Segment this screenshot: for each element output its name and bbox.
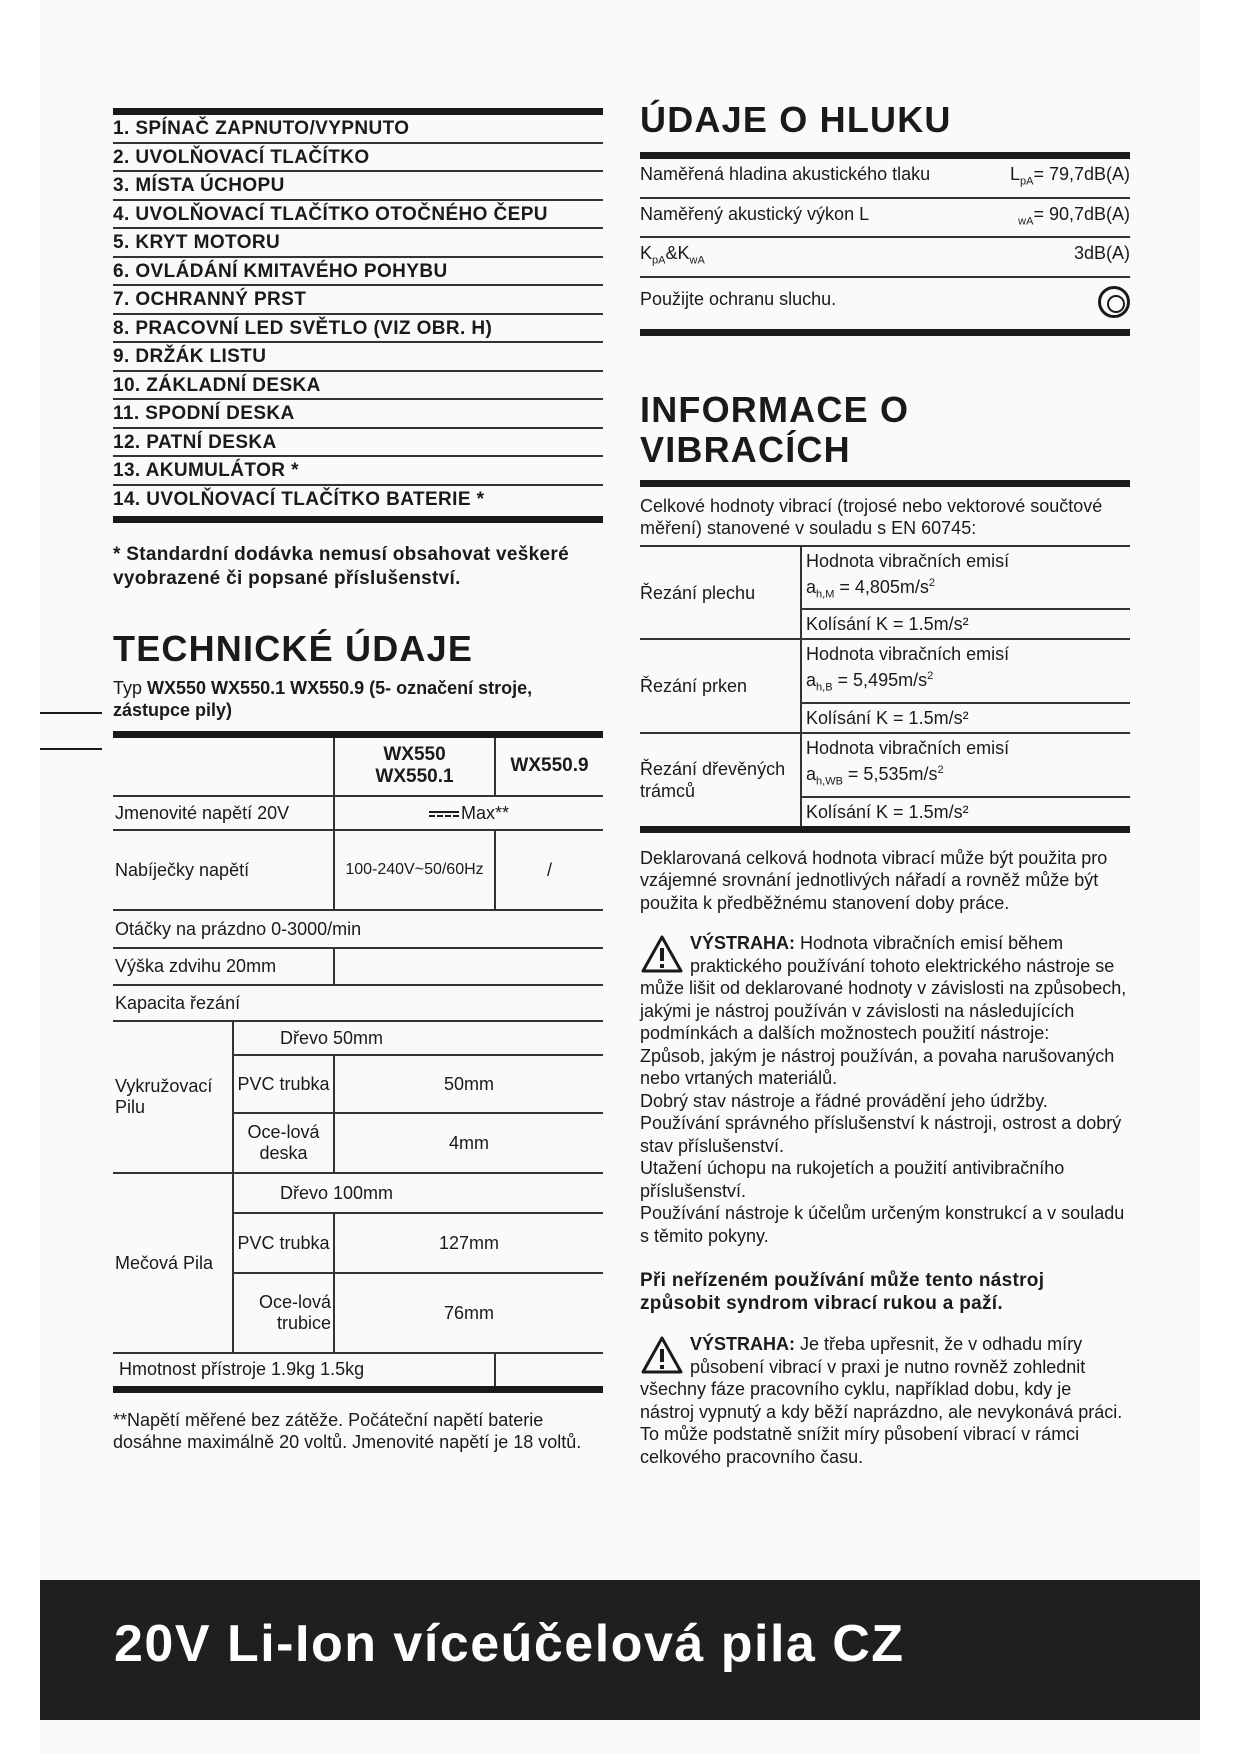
vibration-intro: Celkové hodnoty vibrací (trojosé nebo vektorové součtové měření) stanovené v souladu s EN 60745: (640, 480, 1130, 539)
list-item: 5. KRYT MOTORU (113, 229, 603, 258)
emission-label: Hodnota vibračních emisí (806, 550, 1010, 571)
list-item: 14. UVOLŇOVACÍ TLAČÍTKO BATERIE * (113, 488, 485, 510)
vibration-uncertainty: Kolísání K = 1.5m/s² (801, 703, 1130, 733)
warning-block (640, 1333, 1130, 1468)
footer-title: 20V Li-Ion víceúčelová pila CZ (114, 1615, 905, 1673)
emission-subscript: h,M (816, 588, 835, 601)
list-item: 9. DRŽÁK LISTU (113, 343, 603, 372)
vibration-title-line: INFORMACE O (640, 388, 910, 430)
k-subscript: wA (689, 254, 705, 267)
emission-number: = 5,535m/s (842, 763, 938, 784)
recip-wood: Dřevo 100mm (233, 1173, 603, 1213)
side-marker (40, 712, 102, 714)
tech-footnote: **Napětí měřené bez zátěže. Počáteční napětí baterie dosáhne maximálně 20 voltů. Jmenovité napětí je 18 voltů. (113, 1409, 582, 1452)
emission-symbol: a (806, 576, 817, 597)
column-header: WX550.9 (495, 734, 603, 796)
right-column (640, 100, 1130, 1468)
emission-symbol: a (806, 763, 817, 784)
jigsaw-pvc-label: PVC trubka (233, 1055, 334, 1113)
condition-item: Utažení úchopu na rukojetích a použití antivibračního příslušenství. (640, 1158, 1065, 1201)
column-header-line: WX550.1 (375, 766, 454, 788)
power-number: = 90,7dB(A) (1033, 203, 1130, 224)
noise-title: ÚDAJE O HLUKU (640, 99, 952, 140)
emission-value (806, 759, 1130, 793)
vibration-row-label: Řezání dřevěných trámců (640, 733, 801, 829)
emission-label: Hodnota vibračních emisí (806, 737, 1010, 758)
noise-table (640, 152, 1130, 336)
condition-item: Způsob, jakým je nástroj používán, a povaha narušovaných nebo vrtaných materiálů. (640, 1045, 1115, 1089)
idle-speed: Otáčky na prázdno 0-3000/min (113, 910, 603, 948)
warning-triangle-icon (640, 934, 684, 974)
k-symbol: K (640, 243, 653, 264)
power-value (940, 198, 1130, 238)
vibration-row-label: Řezání plechu (640, 546, 801, 640)
jigsaw-wood: Dřevo 50mm (233, 1021, 603, 1055)
hearing-protection-text: Použijte ochranu sluchu. (640, 288, 837, 309)
pressure-label: Naměřená hladina akustického tlaku (640, 156, 940, 198)
vibration-uncertainty: Kolísání K = 1.5m/s² (801, 609, 1130, 639)
warning-label: VÝSTRAHA: (690, 933, 796, 954)
pressure-value (940, 156, 1130, 198)
vibration-uncertainty: Kolísání K = 1.5m/s² (806, 801, 969, 822)
emission-number: = 5,495m/s (832, 670, 928, 691)
recip-pvc-label: PVC trubka (233, 1213, 334, 1273)
list-item: 11. SPODNÍ DESKA (113, 400, 603, 429)
parts-list (113, 115, 603, 516)
emission-value (806, 665, 1130, 699)
vibration-title (640, 390, 1130, 470)
emission-subscript: h,B (816, 681, 833, 694)
warning-triangle-icon (640, 1335, 684, 1375)
emission-exponent: 2 (937, 763, 944, 776)
rated-voltage-value (334, 796, 603, 830)
emission-exponent: 2 (928, 576, 936, 589)
recip-pvc-value: 127mm (334, 1213, 603, 1273)
side-marker (40, 748, 102, 750)
rated-voltage-max: Max** (460, 802, 509, 823)
warning-label: VÝSTRAHA: (690, 1334, 796, 1355)
uncertainty-value: 3dB(A) (940, 237, 1130, 277)
type-prefix: Typ (113, 677, 143, 698)
jigsaw-pvc-value: 50mm (334, 1055, 603, 1113)
jigsaw-steel-value: 4mm (334, 1113, 603, 1173)
charger-value-2: / (495, 830, 603, 910)
charger-value: 100-240V~50/60Hz (334, 830, 495, 910)
vibration-emission (801, 639, 1130, 703)
vibration-emission (801, 733, 1130, 797)
charger-label: Nabíječky napětí (113, 830, 334, 910)
divider (113, 108, 603, 115)
recip-steel-label: Oce-lová trubice (233, 1273, 334, 1353)
divider (113, 516, 603, 523)
power-subscript: wA (1018, 215, 1034, 228)
k-subscript: pA (652, 254, 666, 267)
condition-item: Dobrý stav nástroje a řádné provádění jeho údržby. (640, 1090, 1048, 1111)
weight: Hmotnost přístroje 1.9kg 1.5kg (113, 1353, 495, 1389)
warning-text: Je třeba upřesnit, že v odhadu míry působení vibrací v praxi je nutno rovněž zohlednit všechny fáze pracovního cyklu, například dobu, kdy je nástroj vypnutý a kdy běží naprázdno, ale nevykonává práci. To může podstatně snížit míry působení vibrací v rámci celkového pracovního času. (640, 1334, 1123, 1467)
tech-table (113, 731, 603, 1393)
table-cell (495, 1353, 603, 1389)
declared-paragraph: Deklarovaná celková hodnota vibrací může být použita pro vzájemné srovnání jednotlivých nářadí a rovněž může být použita k předběžnému stanovení doby práce. (640, 847, 1108, 913)
condition-item: Používání správného příslušenství k nástroji, ostrost a dobrý stav příslušenství. (640, 1113, 1122, 1156)
list-item: 12. PATNÍ DESKA (113, 429, 603, 458)
list-item: 1. SPÍNAČ ZAPNUTO/VYPNUTO (113, 115, 603, 144)
uncertainty-label (640, 237, 940, 277)
emission-symbol: a (806, 670, 817, 691)
list-item: 7. OCHRANNÝ PRST (113, 286, 603, 315)
rated-voltage-label: Jmenovité napětí 20V (113, 796, 334, 830)
list-item: 6. OVLÁDÁNÍ KMITAVÉHO POHYBU (113, 258, 603, 287)
recip-saw-label: Mečová Pila (113, 1173, 233, 1353)
table-cell (334, 948, 603, 985)
list-item: 4. UVOLŇOVACÍ TLAČÍTKO OTOČNÉHO ČEPU (113, 201, 603, 230)
jigsaw-steel-label: Oce-lová deska (233, 1113, 334, 1173)
emission-exponent: 2 (927, 670, 934, 683)
column-header-line: WX550 (383, 744, 446, 766)
list-item: 2. UVOLŇOVACÍ TLAČÍTKO (113, 144, 603, 173)
syndrome-warning: Při neřízeném používání může tento nástroj způsobit syndrom vibrací rukou a paží. (640, 1270, 1045, 1315)
stroke: Výška zdvihu 20mm (113, 948, 334, 985)
list-item: 3. MÍSTA ÚCHOPU (113, 172, 603, 201)
emission-number: = 4,805m/s (834, 576, 929, 597)
warning-block (640, 932, 1130, 1247)
emission-value (806, 572, 1130, 606)
type-models: WX550 WX550.1 WX550.9 (5- označení stroje, zástupce pily) (113, 677, 533, 720)
list-item: 8. PRACOVNÍ LED SVĚTLO (VIZ OBR. H) (113, 315, 603, 344)
cutting-capacity: Kapacita řezání (113, 985, 603, 1021)
column-header (334, 734, 495, 796)
power-label: Naměřený akustický výkon L (640, 198, 940, 238)
tech-title: TECHNICKÉ ÚDAJE (113, 627, 474, 669)
condition-item: Používání nástroje k účelům určeným konstrukcí a v souladu s těmito pokyny. (640, 1203, 1125, 1246)
footer-band (40, 1580, 1200, 1720)
vibration-title-line: VIBRACÍCH (640, 428, 851, 470)
hearing-protection-cell (940, 277, 1130, 333)
emission-label: Hodnota vibračních emisí (806, 644, 1010, 665)
dc-symbol-icon (429, 809, 459, 819)
recip-steel-value: 76mm (334, 1273, 603, 1353)
pressure-symbol: L (1009, 164, 1020, 184)
standard-note: * Standardní dodávka nemusí obsahovat veškeré vyobrazené či popsané příslušenství. (113, 543, 569, 589)
warning-text: Hodnota vibračních emisí během praktického používání tohoto elektrického nástroje se může lišit od deklarované hodnoty v závislosti na způsobech, jakými je nástroj používán v závislosti na následujících podmínkách a dalších možnostech použití nástroje: (640, 933, 1127, 1044)
left-column (113, 108, 603, 1453)
table-cell (113, 734, 334, 796)
list-item: 13. AKUMULÁTOR * (113, 457, 603, 486)
vibration-emission (801, 546, 1130, 610)
vibration-row-label: Řezání prken (640, 639, 801, 733)
type-line (113, 677, 603, 721)
pressure-number: = 79,7dB(A) (1033, 164, 1130, 184)
list-item: 10. ZÁKLADNÍ DESKA (113, 372, 603, 401)
emission-subscript: h,WB (816, 775, 843, 788)
pressure-subscript: pA (1019, 175, 1034, 188)
ear-protection-icon (1098, 286, 1130, 318)
jigsaw-label: Vykružovací Pilu (113, 1021, 233, 1173)
vibration-table (640, 545, 1130, 833)
k-symbol: &K (665, 243, 690, 264)
